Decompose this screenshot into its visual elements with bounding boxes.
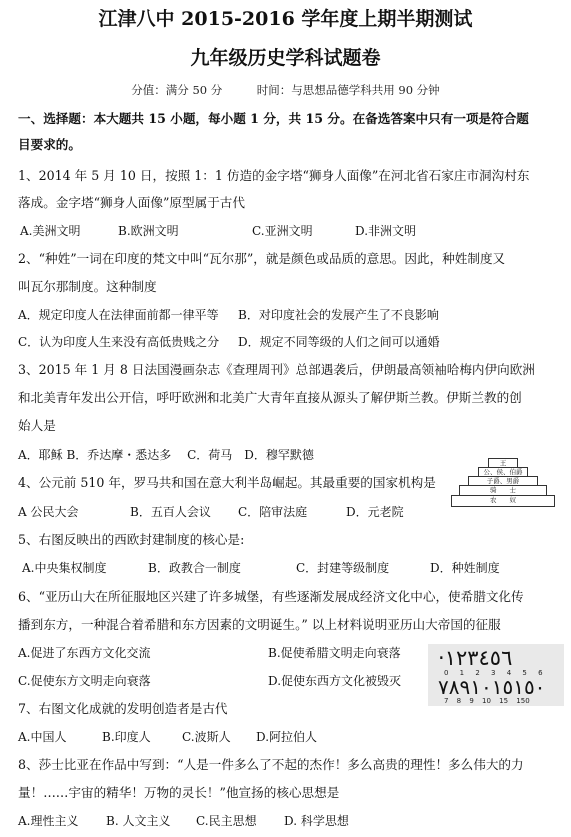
q4-option-d: D．元老院 xyxy=(346,505,404,519)
q1-stem-line1: 1、2014 年 5 月 10 日，按照 1：1 仿造的金字塔“狮身人面像”在河北省石家庄市洞沟村东 xyxy=(18,168,530,183)
pyramid-tier-king: 王 xyxy=(488,458,518,468)
q2-option-b: B．对印度社会的发展产生了不良影响 xyxy=(238,308,439,322)
q7-option-b: B.印度人 xyxy=(102,730,151,744)
exam-title: 江津八中 2015-2016 学年度上期半期测试 xyxy=(98,8,473,30)
q1-option-a: A.美洲文明 xyxy=(20,224,81,238)
q4-option-b: B．五百人会议 xyxy=(130,505,211,519)
q1-option-d: D.非洲文明 xyxy=(355,224,417,238)
q8-option-d: D. 科学思想 xyxy=(284,814,349,828)
q8-option-a: A.理性主义 xyxy=(18,814,79,828)
q2-option-a: A．规定印度人在法律面前都一律平等 xyxy=(18,308,219,322)
exam-subtitle: 九年级历史学科试题卷 xyxy=(190,47,381,69)
q5-stem-line1: 5、右图反映出的西欧封建制度的核心是: xyxy=(18,532,245,547)
q8-option-b: B. 人文主义 xyxy=(106,814,171,828)
pyramid-tier-serfs: 农 奴 xyxy=(451,495,555,507)
q1-option-c: C.亚洲文明 xyxy=(252,224,313,238)
q7-option-d: D.阿拉伯人 xyxy=(256,730,318,744)
q1-stem-line2: 落成。金字塔“狮身人面像”原型属于古代 xyxy=(18,195,245,210)
q7-option-c: C.波斯人 xyxy=(182,730,231,744)
q2-option-d: D．规定不同等级的人们之间可以通婚 xyxy=(238,335,440,349)
q5-option-d: D．种姓制度 xyxy=(430,561,500,575)
exam-meta: 分值：满分 50 分 时间：与思想品德学科共用 90 分钟 xyxy=(131,83,440,97)
section-heading-line2: 目要求的。 xyxy=(18,137,81,152)
arabic-numerals-figure xyxy=(428,644,564,706)
q8-option-c: C.民主思想 xyxy=(196,814,257,828)
q4-option-a: A 公民大会 xyxy=(18,505,79,519)
q2-stem-line2: 叫瓦尔那制度。这种制度 xyxy=(18,279,157,294)
q7-option-a: A.中国人 xyxy=(18,730,67,744)
q6-option-d: D.促使东西方文化被毁灭 xyxy=(268,674,402,688)
q3-stem-line1: 3、2015 年 1 月 8 日法国漫画杂志《查理周刊》总部遇袭后，伊朗最高领袖哈梅内伊向欧洲 xyxy=(18,362,535,377)
q8-stem-line2: 量！……宇宙的精华！万物的灵长！”他宣扬的核心思想是 xyxy=(18,785,340,800)
q4-stem-line1: 4、公元前 510 年，罗马共和国在意大利半岛崛起。其最重要的国家机构是 xyxy=(18,475,436,490)
q2-stem-line1: 2、“种姓”一词在印度的梵文中叫“瓦尔那”，就是颜色或品质的意思。因此，种姓制度又 xyxy=(18,251,506,266)
section-heading-line1: 一、选择题：本大题共 15 小题，每小题 1 分，共 15 分。在备选答案中只有一项是符合题 xyxy=(18,111,529,126)
feudal-hierarchy-figure xyxy=(451,458,555,514)
q4-option-c: C．陪审法庭 xyxy=(238,505,308,519)
q6-stem-line1: 6、“亚历山大在所征服地区兴建了许多城堡，有些逐渐发展成经济文化中心，使希腊文化传 xyxy=(18,589,524,604)
q6-option-c: C.促使东方文明走向衰落 xyxy=(18,674,151,688)
numerals-row1-labels: 0 1 2 3 4 5 6 xyxy=(444,669,543,677)
pyramid-tier-viscounts: 子爵、男爵 xyxy=(468,476,538,486)
q3-options: A．耶稣 B．乔达摩・悉达多 C．荷马 D．穆罕默德 xyxy=(18,448,314,462)
numerals-row2-glyphs: ٧٨٩١٠١٥١٥٠ xyxy=(438,675,546,699)
q5-option-c: C．封建等级制度 xyxy=(296,561,390,575)
q5-option-a: A.中央集权制度 xyxy=(22,561,107,575)
q6-option-a: A.促进了东西方文化交流 xyxy=(18,646,151,660)
pyramid-tier-knights: 骑 士 xyxy=(459,485,547,496)
q2-option-c: C．认为印度人生来没有高低贵贱之分 xyxy=(18,335,220,349)
q8-stem-line1: 8、莎士比亚在作品中写到：“人是一件多么了不起的杰作！多么高贵的理性！多么伟大的力 xyxy=(18,757,524,772)
q3-stem-line2: 和北美青年发出公开信，呼吁欧洲和北美广大青年直接从源头了解伊斯兰教。伊斯兰教的创 xyxy=(18,390,522,405)
q1-option-b: B.欧洲文明 xyxy=(118,224,179,238)
q6-option-b: B.促使希腊文明走向衰落 xyxy=(268,646,401,660)
numerals-row2-labels: 7 8 9 10 15 150 xyxy=(444,697,530,705)
q3-stem-line3: 始人是 xyxy=(18,418,56,433)
pyramid-tier-nobles: 公、侯、伯爵 xyxy=(478,467,528,477)
q6-stem-line2: 播到东方，一种混合着希腊和东方因素的文明诞生。” 以上材料说明亚历山大帝国的征服 xyxy=(18,617,501,632)
numerals-row1-glyphs: ·١٢٣٤٥٦ xyxy=(438,646,513,670)
q7-stem-line1: 7、右图文化成就的发明创造者是古代 xyxy=(18,701,228,716)
q5-option-b: B．政教合一制度 xyxy=(148,561,241,575)
